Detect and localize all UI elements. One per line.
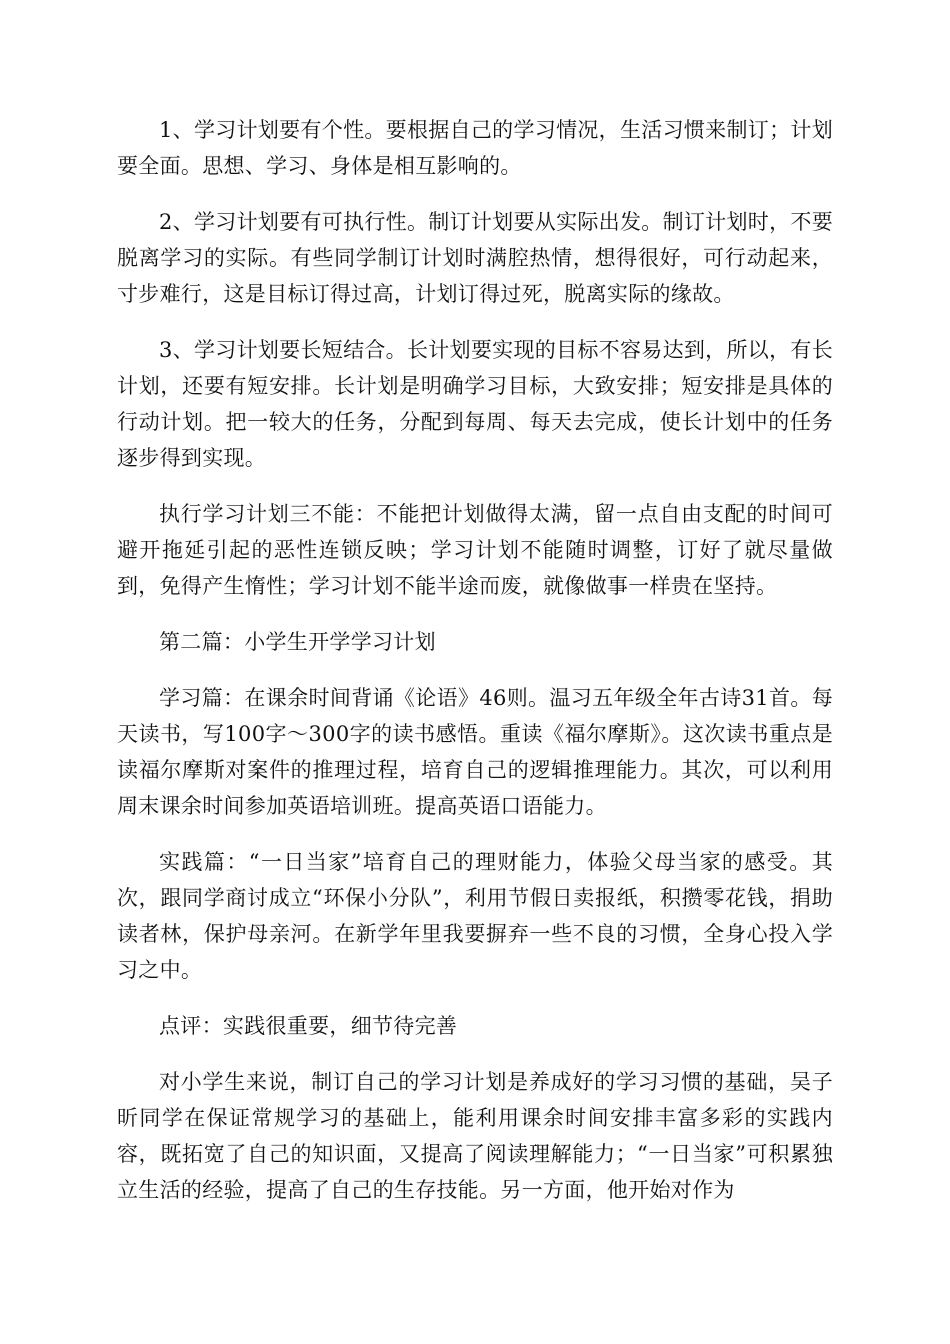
document-body [117,112,833,1228]
section-heading-part-two: 第二篇：小学生开学学习计划 [159,630,436,654]
paragraph-comment-body: 对小学生来说，制订自己的学习计划是养成好的学习习惯的基础，吴子昕同学在保证常规学习的基础上，能利用课余时间安排丰富多彩的实践内容，既拓宽了自己的知识面，又提高了阅读理解能力；“一日当家”可积累独立生活的经验，提高了自己的生存技能。另一方面，他开始对作为 [117,1070,833,1202]
paragraph-plan-long-short: 3、学习计划要长短结合。长计划要实现的目标不容易达到，所以，有长计划，还要有短安排。长计划是明确学习目标，大致安排；短安排是具体的行动计划。把一较大的任务，分配到每周、每天去完成，使长计划中的任务逐步得到实现。 [117,338,833,470]
paragraph-plan-individuality: 1、学习计划要有个性。要根据自己的学习情况，生活习惯来制订；计划要全面。思想、学习、身体是相互影响的。 [117,118,833,178]
paragraph-three-donts: 执行学习计划三不能：不能把计划做得太满，留一点自由支配的时间可避开拖延引起的恶性连锁反映；学习计划不能随时调整，订好了就尽量做到，免得产生惰性；学习计划不能半途而废，就像做事一样贵在坚持。 [117,502,833,598]
paragraph-plan-feasibility: 2、学习计划要有可执行性。制订计划要从实际出发。制订计划时，不要脱离学习的实际。有些同学制订计划时满腔热情，想得很好，可行动起来，寸步难行，这是目标订得过高，计划订得过死，脱离实际的缘故。 [117,210,833,306]
paragraph-study-section: 学习篇：在课余时间背诵《论语》46则。温习五年级全年古诗31首。每天读书，写100字～300字的读书感悟。重读《福尔摩斯》。这次读书重点是读福尔摩斯对案件的推理过程，培育自己的逻辑推理能力。其次，可以利用周末课余时间参加英语培训班。提高英语口语能力。 [117,686,833,818]
comment-heading: 点评：实践很重要，细节待完善 [159,1014,458,1038]
paragraph-practice-section: 实践篇：“一日当家”培育自己的理财能力，体验父母当家的感受。其次，跟同学商讨成立“环保小分队”，利用节假日卖报纸，积攒零花钱，捐助读者林，保护母亲河。在新学年里我要摒弃一些不良的习惯，全身心投入学习之中。 [117,850,833,982]
